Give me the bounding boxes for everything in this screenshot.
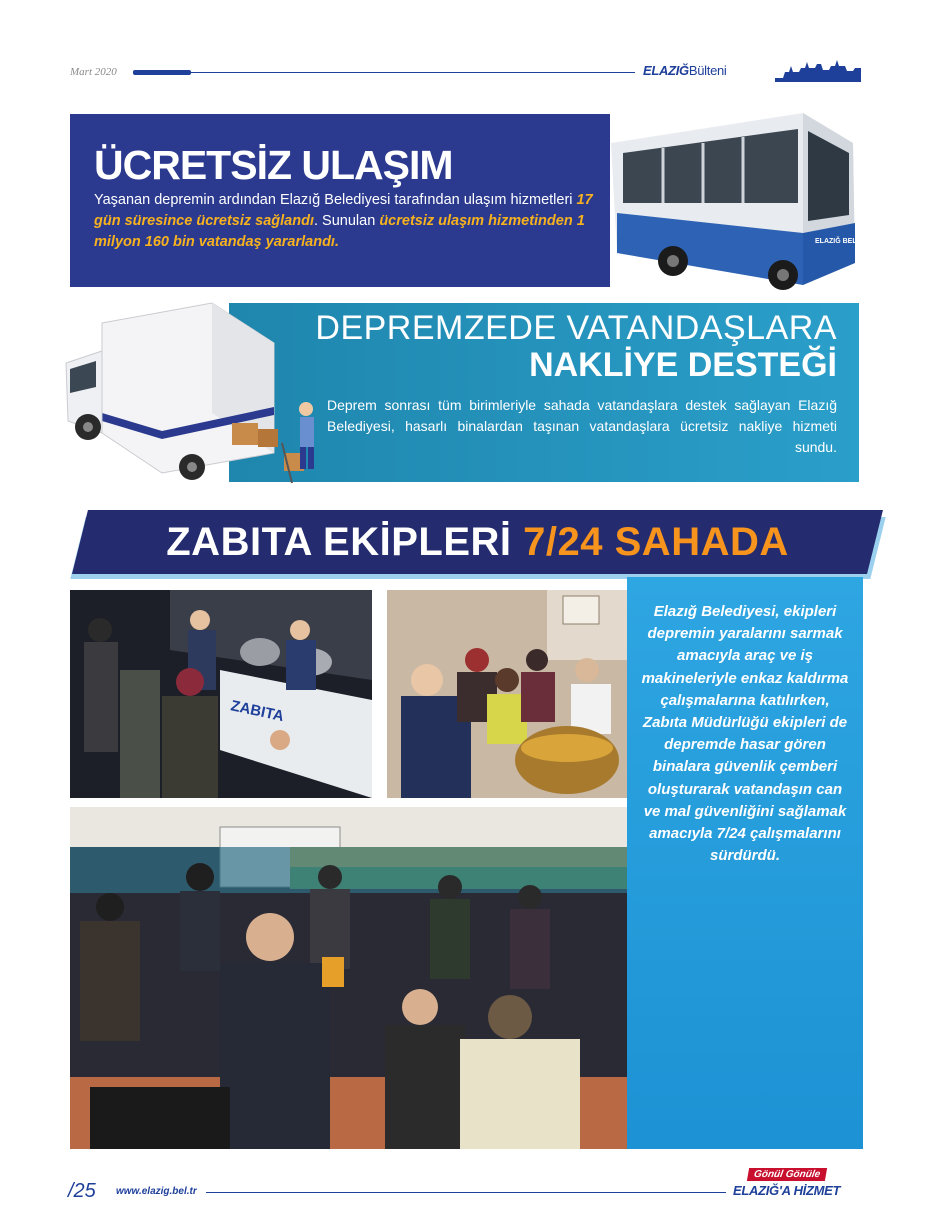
zabita-text: Elazığ Belediyesi, ekipleri depremin yaralarını sarmak amacıyla araç ve iş makineleriyle enkaz kaldırma çalışmalarına katılırken, Zabıta Müdürlüğü ekipleri de depremde hasar gören binalara güvenlik çemberi oluşturarak vatandaşın can ve mal güvenliğini sağlamak amacıyla 7/24 çalışmalarını sürdürdü. — [641, 603, 849, 865]
header-accent-bar — [133, 70, 191, 75]
header-rule — [191, 72, 635, 73]
highlight-days: 17 gün süresince ücretsiz sağlandı — [94, 192, 593, 229]
banner-title-white: ZABITA EKİPLERİ — [166, 520, 512, 564]
brand-suffix: Bülteni — [688, 63, 727, 78]
moving-support-panel — [229, 303, 859, 482]
website-link[interactable]: www.elazig.bel.tr — [116, 1186, 197, 1197]
free-transport-title: ÜCRETSİZ ULAŞIM — [94, 142, 453, 188]
photo-gym-shelter — [70, 807, 627, 1149]
free-transport-text — [94, 190, 599, 253]
zabita-banner-title — [80, 510, 875, 574]
bulletin-brand — [643, 63, 727, 78]
brand-name: ELAZIĞ — [643, 63, 689, 78]
moving-support-text: Deprem sonrası tüm birimleriyle sahada vatandaşlara destek sağlayan Elazığ Belediyesi, hasarlı binalardan taşınan vatandaşlara ücretsiz nakliye hizmeti sundu. — [327, 397, 837, 455]
moving-support-title-line1: DEPREMZEDE VATANDAŞLARA — [315, 309, 837, 347]
photo-scene — [387, 590, 627, 798]
moving-truck-illustration — [62, 303, 322, 495]
photo-scene — [70, 807, 627, 1149]
truck-side-label: ZABITA — [229, 697, 286, 726]
footer-rule — [206, 1192, 726, 1193]
text-segment: Yaşanan depremin ardından Elazığ Belediyesi tarafından ulaşım hizmetleri — [94, 192, 577, 208]
free-transport-panel — [70, 114, 610, 287]
issue-date: Mart 2020 — [70, 66, 117, 78]
photo-scene — [70, 590, 372, 798]
zabita-text-box — [627, 577, 863, 1149]
photo-soup-truck — [70, 590, 372, 798]
text-segment: . Sunulan — [314, 213, 380, 229]
page-number: /25 — [68, 1180, 96, 1202]
slogan-bottom: ELAZIĞ'A HİZMET — [733, 1183, 841, 1198]
city-bus-image — [603, 103, 885, 291]
bus-label: ELAZIĞ BELEDİYESİ — [815, 238, 885, 245]
highlight-beneficiaries: ücretsiz ulaşım hizmetinden 1 milyon 160 bin vatandaş yararlandı. — [94, 213, 585, 250]
banner-title-orange: 7/24 SAHADA — [523, 520, 789, 564]
city-skyline-logo — [775, 58, 861, 82]
slogan-top: Gönül Gönüle — [747, 1168, 827, 1181]
moving-support-title-line2: NAKLİYE DESTEĞİ — [529, 346, 837, 384]
photo-food-distribution — [387, 590, 627, 798]
